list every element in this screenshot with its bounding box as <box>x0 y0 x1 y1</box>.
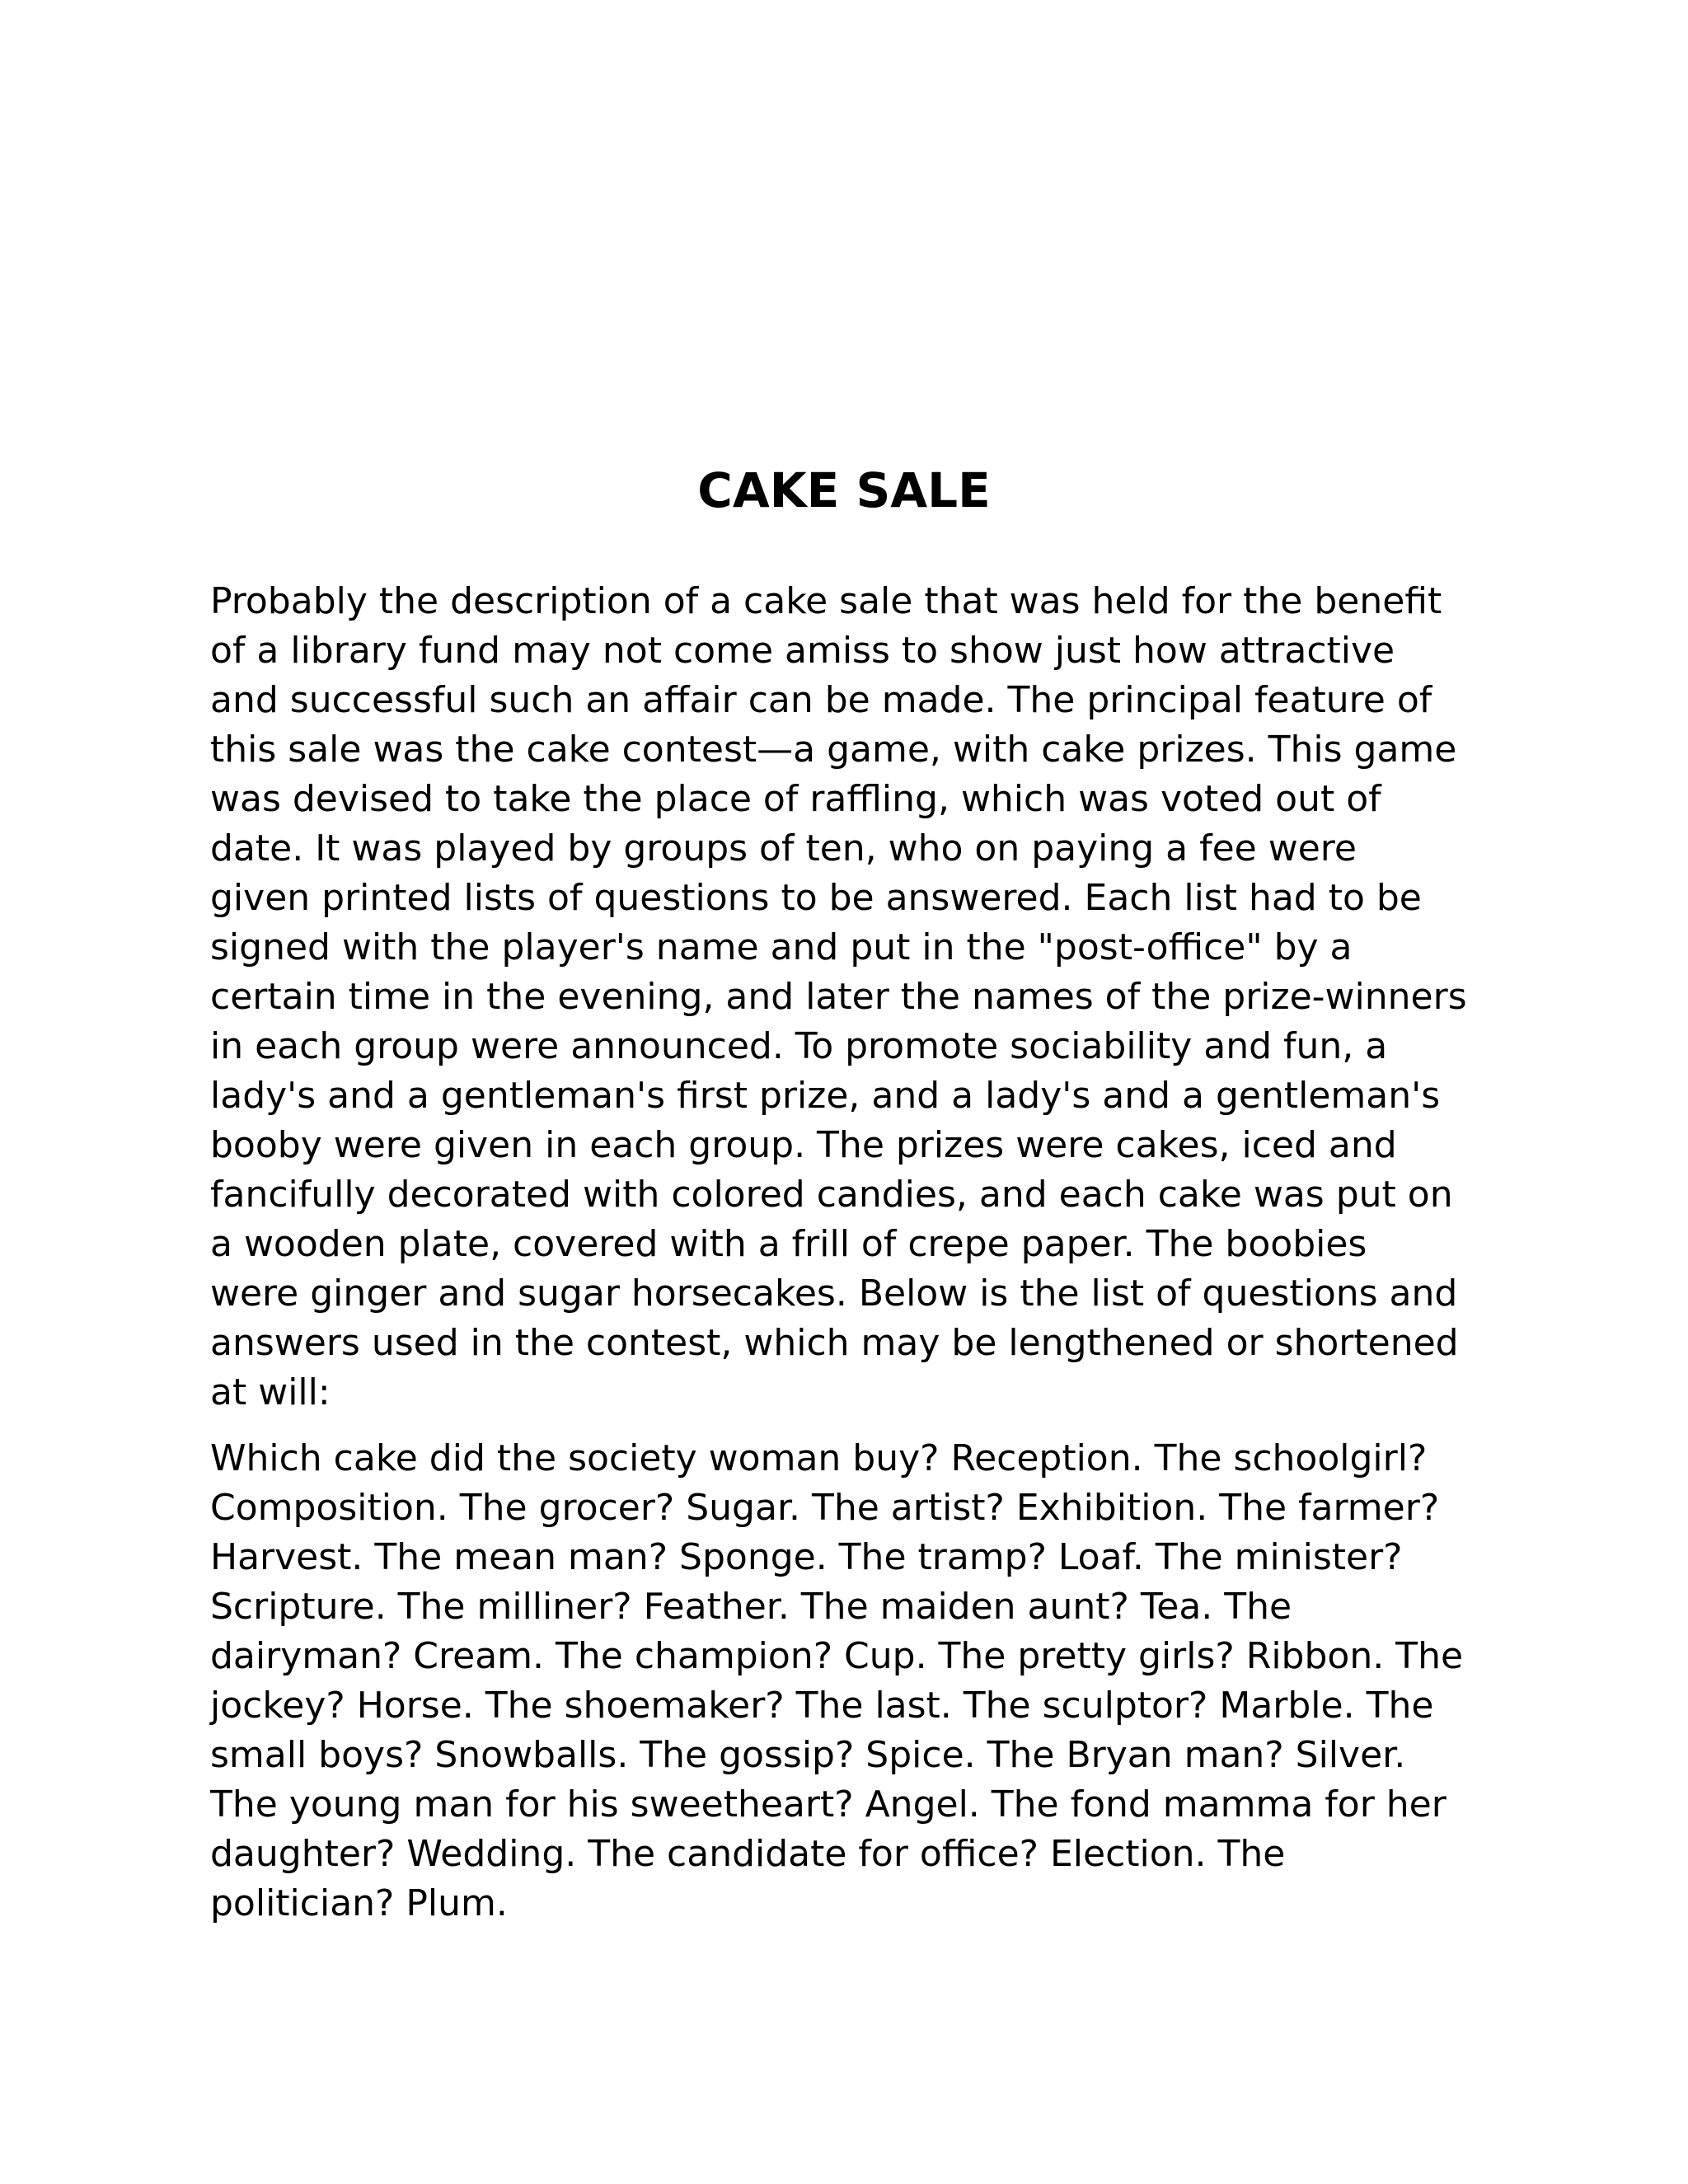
paragraph-questions-answers: Which cake did the society woman buy? Reception. The schoolgirl? Composition. The grocer? Sugar. The artist? Exhibition. The farmer? Harvest. The mean man? Sponge. The tramp? Loaf. The minister? Scripture. The milliner? Feather. The maiden aunt? Tea. The dairyman? Cream. The champion? Cup. The pretty girls? Ribbon. The jockey? Horse. The shoemaker? The last. The sculptor? Marble. The small boys? Snowballs. The gossip? Spice. The Bryan man? Silver. The young man for his sweetheart? Angel. The fond mamma for her daughter? Wedding. The candidate for office? Election. The politician? Plum. <box>210 1437 1464 1924</box>
document-body <box>210 577 1496 1929</box>
page-title: CAKE SALE <box>697 462 991 518</box>
paragraph-description: Probably the description of a cake sale that was held for the benefit of a library fund may not come amiss to show just how attractive and successful such an affair can be made. The principal feature of this sale was the cake contest—a game, with cake prizes. This game was devised to take the place of raffling, which was voted out of date. It was played by groups of ten, who on paying a fee were given printed lists of questions to be answered. Each list had to be signed with the player's name and put in the "post-office" by a certain time in the evening, and later the names of the prize-winners in each group were announced. To promote sociability and fun, a lady's and a gentleman's first prize, and a lady's and a gentleman's booby were given in each group. The prizes were cakes, iced and fancifully decorated with colored candies, and each cake was put on a wooden plate, covered with a frill of crepe paper. The boobies were ginger and sugar horsecakes. Below is the list of questions and answers used in the contest, which may be lengthened or shortened at will: <box>210 580 1467 1413</box>
